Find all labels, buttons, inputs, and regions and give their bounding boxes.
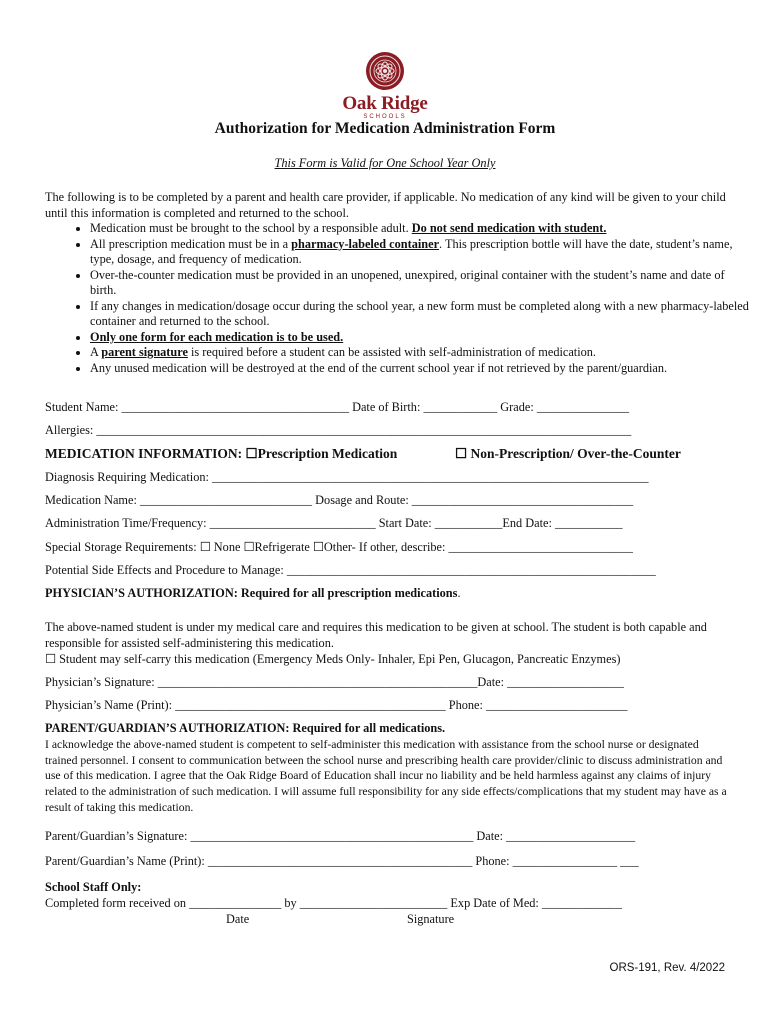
otc-checkbox[interactable]: ☐ Non-Prescription/ Over-the-Counter: [455, 446, 681, 461]
bullet-text: If any changes in medication/dosage occur during the school year, a new form must be completed along with a new pharmacy-labeled container and returned to the school.: [90, 298, 749, 328]
logo-sub: SCHOOLS: [363, 114, 407, 120]
storage-requirements-field[interactable]: Special Storage Requirements: ☐ None ☐Refrigerate ☐Other- If other, describe: ______________________________: [45, 540, 633, 554]
logo-name: Oak Ridge: [342, 93, 428, 114]
instructions-list: [70, 221, 750, 376]
list-item: [90, 299, 750, 330]
bullet-emphasis: pharmacy-labeled container: [291, 236, 440, 251]
list-item: [90, 268, 750, 299]
bullet-text: A: [90, 345, 102, 359]
signature-caption: Signature: [407, 912, 455, 926]
physician-heading-end: .: [457, 586, 461, 600]
administration-time-field[interactable]: Administration Time/Frequency: ___________________________ Start Date: ___________End Date: ___________: [45, 516, 623, 530]
intro-paragraph: The following is to be completed by a parent and health care provider, if applicable. No medication of any kind will be given to your child until this information is completed and returned to the school.: [45, 190, 726, 220]
bullet-text: is required before a student can be assisted with self-administration of medication.: [187, 345, 597, 359]
parent-name-field[interactable]: Parent/Guardian’s Name (Print): ___________________________________________ Phone: _________________ ___: [45, 854, 639, 868]
prescription-checkbox[interactable]: ☐Prescription Medication: [245, 446, 398, 461]
physician-signature-field[interactable]: Physician’s Signature: ____________________________________________________Date: ___________________: [45, 675, 624, 689]
physician-heading: [45, 586, 461, 601]
medication-info-row: [45, 446, 397, 461]
staff-received-field[interactable]: Completed form received on _______________ by ________________________ Exp Date of Med: _____________: [45, 896, 622, 910]
seal-icon: [364, 50, 406, 92]
date-caption: Date: [226, 912, 250, 926]
list-item: [90, 330, 750, 346]
list-item: [90, 361, 750, 377]
self-carry-checkbox[interactable]: ☐ Student may self-carry this medication (Emergency Meds Only- Inhaler, Epi Pen, Glucagon, Pancreatic Enzymes): [45, 652, 621, 666]
staff-heading: School Staff Only:: [45, 880, 142, 894]
school-logo: [330, 50, 440, 122]
diagnosis-field[interactable]: Diagnosis Requiring Medication: _______________________________________________________________________: [45, 470, 649, 484]
physician-heading-text: PHYSICIAN’S AUTHORIZATION: Required for all prescription medications: [45, 586, 458, 600]
list-item: [90, 345, 750, 361]
bullet-text: Over-the-counter medication must be provided in an unopened, unexpired, original container with the student’s name and date of birth.: [90, 267, 725, 297]
bullet-text: All prescription medication must be in a: [90, 236, 292, 251]
bullet-emphasis: parent signature: [101, 345, 188, 359]
parent-signature-field[interactable]: Parent/Guardian’s Signature: ______________________________________________ Date: _____________________: [45, 829, 636, 843]
medication-name-field[interactable]: Medication Name: ____________________________ Dosage and Route: ____________________________________: [45, 493, 634, 507]
bullet-text: Medication must be brought to the school by a responsible adult.: [90, 221, 412, 235]
form-revision-footer: ORS-191, Rev. 4/2022: [609, 962, 725, 974]
physician-name-field[interactable]: Physician’s Name (Print): ____________________________________________ Phone: _______________________: [45, 698, 628, 712]
physician-statement: The above-named student is under my medical care and requires this medication to be given at school. The student is both capable and responsible for assisted self-administering this medication.: [45, 620, 707, 650]
bullet-text: . This prescription bottle will have the date, student’s name, type, dosage, and frequency of medication.: [90, 236, 733, 266]
parent-statement: I acknowledge the above-named student is competent to self-administer this medication with assistance from the school nurse or designated trained personnel. I consent to communication between the school nurse and prescribing health care provider/clinic to discuss administration and use of this medication. I agree that the Oak Ridge Board of Education shall incur no liability and be held harmless against any claims of injury related to the administration of such medication. I will assume full responsibility for any side effects/complications that my student may have as a result of taking this medication.: [45, 738, 727, 814]
list-item: [90, 221, 750, 237]
allergies-field[interactable]: Allergies: _______________________________________________________________________________________: [45, 423, 632, 437]
form-subtitle: This Form is Valid for One School Year Only: [274, 156, 496, 170]
list-item: [90, 237, 750, 268]
form-title: Authorization for Medication Administration Form: [214, 120, 556, 137]
student-name-field[interactable]: Student Name: _____________________________________ Date of Birth: ____________ Grade: _______________: [45, 400, 630, 414]
side-effects-field[interactable]: Potential Side Effects and Procedure to Manage: ____________________________________________________________: [45, 563, 656, 577]
bullet-emphasis: Do not send medication with student.: [411, 221, 607, 235]
bullet-emphasis: Only one form for each medication is to be used.: [90, 329, 344, 344]
medication-info-label: MEDICATION INFORMATION:: [45, 446, 246, 461]
bullet-text: Any unused medication will be destroyed at the end of the current school year if not retrieved by the parent/guardian.: [90, 360, 668, 375]
parent-heading: PARENT/GUARDIAN’S AUTHORIZATION: Required for all medications.: [45, 721, 446, 735]
